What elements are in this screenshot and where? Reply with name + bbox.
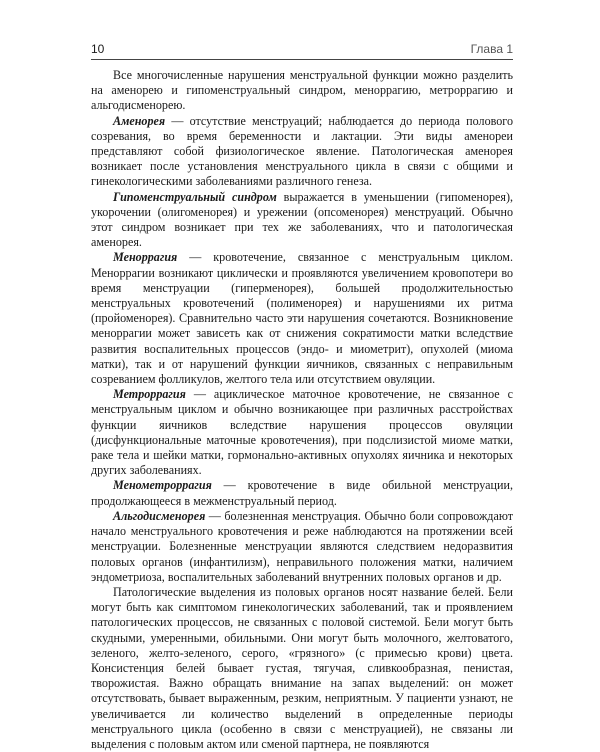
term-menometrorrhagia: Менометроррагия [113, 478, 212, 493]
term-metrorrhagia: Метроррагия [113, 387, 186, 402]
paragraph-text: — кровотечение, связанное с менструальным циклом. Меноррагии возникают циклически и проявляются увеличением кровопотери во время менструации (гиперменорея), большей продолжительностью менструальных кровотечений (полименорея) и нарушениями их ритма (пройоменорея). Сравнительно часто эти нарушения сочетаются. Возникновение меноррагии может зависеть как от снижения сократимости матки вследствие развития воспалительных процессов (эндо- и миометрит), опухолей (миома матки), так и от нарушений функции яичников, связанных с неправильным созреванием фолликулов, желтого тела или отсутствием овуляции. [91, 250, 513, 387]
chapter-label: Глава 1 [470, 42, 513, 56]
paragraph-text: выражается в уменьшении (гипоменорея), укорочении (олигоменорея) и урежении (опсоменорея) менструаций. Обычно этот синдром возникает при тех же заболеваниях, что и патологическая аменорея. [91, 189, 513, 250]
paragraph-text: — ациклическое маточное кровотечение, не связанное с менструальным циклом и обычно возникающее при различных расстройствах функции яичников вследствие нарушения процессов овуляции (дисфункциональные маточные кровотечения), при подслизистой миоме матки, раке тела и шейки матки, гормонально-активных опухолях яичника и некоторых других заболеваниях. [91, 387, 513, 478]
paragraph-text: — болезненная менструация. Обычно боли сопровождают начало менструального кровотечения и реже наблюдаются на протяжении всей менструации. Болезненные менструации являются следствием недоразвития половых органов (инфантилизм), неправильного положения матки, наличием эндометриоза, воспалительных заболеваний внутренних половых органов и др. [91, 508, 513, 584]
page-number: 10 [91, 42, 105, 56]
term-hypomenstrual-syndrome: Гипоменструальный синдром [113, 189, 277, 204]
paragraph-hypomenstrual [91, 190, 513, 251]
page-header [91, 39, 513, 60]
paragraph-intro [91, 68, 513, 114]
paragraph-discharge [91, 585, 513, 752]
paragraph-text: Патологические выделения из половых органов носят название белей. Бели могут быть как симптомом гинекологических заболеваний, так и проявлением патологических процессов, не связанных с половой системой. Бели могут быть скудными, умеренными, обильными. Они могут быть молочного, желтоватого, зеленого, желто-зеленого, серого, «грязного» (с примесью крови) цвета. Консистенция белей бывает густая, тягучая, сливкообразная, пенистая, творожистая. Важно обращать внимание на запах выделений: он может отсутствовать, бывает выраженным, резким, неприятным. У пациенти узнают, не увеличивается ли количество выделений в определенные периоды менструального цикла (особенно в связи с менструацией), не связаны ли выделения с половым актом или сменой партнера, не появляются [91, 584, 513, 751]
paragraph-text: — отсутствие менструаций; наблюдается до периода полового созревания, во время беременности и лактации. Эти виды аменореи представляют собой физиологическое явление. Патологическая аменорея возникает после установления менструального цикла в связи с общими и гинекологическими заболеваниями различного генеза. [91, 113, 513, 189]
paragraph-amenorrhea [91, 114, 513, 190]
paragraph-algodysmenorrhea [91, 509, 513, 585]
term-algodysmenorrhea: Альгодисменорея [113, 508, 206, 523]
paragraph-menometrorrhagia [91, 478, 513, 508]
paragraph-text: — кровотечение в виде обильной менструации, продолжающееся в межменструальный период. [91, 478, 513, 508]
body-text [91, 68, 513, 752]
term-amenorrhea: Аменорея [113, 113, 166, 128]
paragraph-text: Все многочисленные нарушения менструальной функции можно разделить на аменорею и гипоменструальный синдром, меноррагию, метроррагию и альгодисменорею. [91, 68, 513, 113]
term-menorrhagia: Меноррагия [113, 250, 178, 265]
paragraph-metrorrhagia [91, 387, 513, 478]
paragraph-menorrhagia [91, 250, 513, 387]
